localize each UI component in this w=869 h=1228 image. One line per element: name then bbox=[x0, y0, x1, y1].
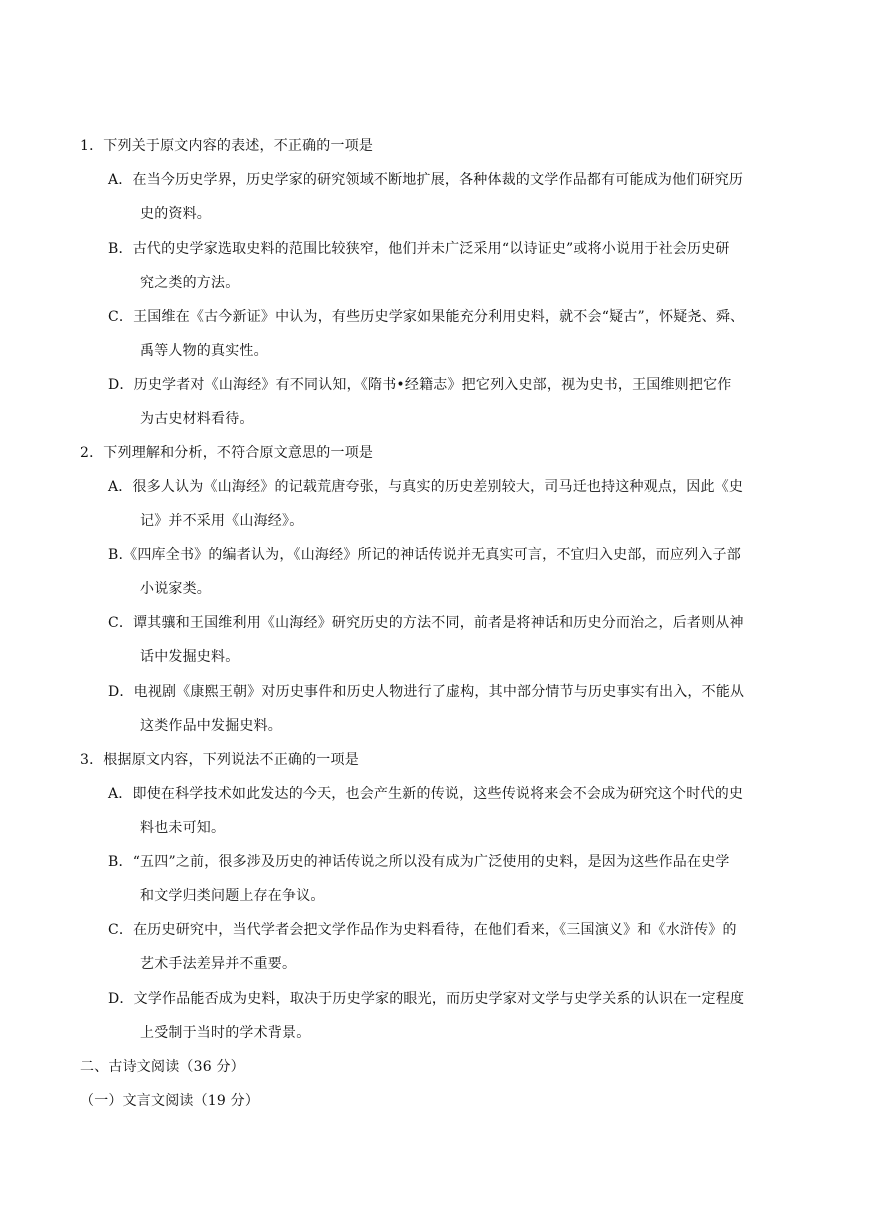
question-3-option-b-cont: 和文学归类问题上存在争议。 bbox=[140, 888, 325, 904]
question-1-option-c: C．王国维在《古今新证》中认为，有些历史学家如果能充分利用史料，就不会“疑古”，怀疑尧、舜、 bbox=[108, 309, 745, 325]
section-heading: 二、古诗文阅读（36 分） bbox=[80, 1059, 245, 1075]
question-3-option-b: B．“五四”之前，很多涉及历史的神话传说之所以没有成为广泛使用的史料，是因为这些作品在史学 bbox=[108, 854, 730, 870]
question-1-option-a-cont: 史的资料。 bbox=[140, 206, 211, 222]
question-2-option-b-cont: 小说家类。 bbox=[140, 581, 211, 597]
question-3-stem: 3．根据原文内容，下列说法不正确的一项是 bbox=[80, 752, 359, 768]
question-1-option-b: B．古代的史学家选取史料的范围比较狭窄，他们并未广泛采用“以诗证史”或将小说用于社会历史研 bbox=[108, 241, 730, 257]
question-2-option-c-cont: 话中发掘史料。 bbox=[140, 649, 240, 665]
question-3-option-d: D．文学作品能否成为史料，取决于历史学家的眼光，而历史学家对文学与史学关系的认识在一定程度 bbox=[108, 991, 745, 1007]
question-1-option-c-cont: 禹等人物的真实性。 bbox=[140, 343, 268, 359]
question-2-option-d-cont: 这类作品中发掘史料。 bbox=[140, 718, 282, 734]
question-2-option-d: D．电视剧《康熙王朝》对历史事件和历史人物进行了虚构，其中部分情节与历史事实有出入，不能从 bbox=[108, 684, 745, 700]
question-1-option-d-cont: 为古史材料看待。 bbox=[140, 411, 254, 427]
question-2-option-a: A．很多人认为《山海经》的记载荒唐夸张，与真实的历史差别较大，司马迁也持这种观点，因此《史 bbox=[108, 479, 744, 495]
question-3-option-c: C．在历史研究中，当代学者会把文学作品作为史料看待，在他们看来，《三国演义》和《水浒传》的 bbox=[108, 922, 737, 938]
question-1-stem: 1．下列关于原文内容的表述，不正确的一项是 bbox=[80, 138, 374, 154]
question-3-option-a: A．即使在科学技术如此发达的今天，也会产生新的传说，这些传说将来会不会成为研究这个时代的史 bbox=[108, 786, 744, 802]
question-3-option-c-cont: 艺术手法差异并不重要。 bbox=[140, 956, 297, 972]
question-1-option-b-cont: 究之类的方法。 bbox=[140, 275, 240, 291]
question-2-option-a-cont: 记》并不采用《山海经》。 bbox=[140, 513, 304, 529]
question-1-option-d: D．历史学者对《山海经》有不同认知，《隋书•经籍志》把它列入史部，视为史书，王国维则把它作 bbox=[108, 377, 732, 393]
question-1-option-a: A．在当今历史学界，历史学家的研究领域不断地扩展，各种体裁的文学作品都有可能成为他们研究历 bbox=[108, 172, 744, 188]
question-3-option-a-cont: 料也未可知。 bbox=[140, 820, 226, 836]
subsection-heading: （一）文言文阅读（19 分） bbox=[80, 1093, 260, 1109]
question-2-option-c: C．谭其骧和王国维利用《山海经》研究历史的方法不同，前者是将神话和历史分而治之，后者则从神 bbox=[108, 615, 744, 631]
question-3-option-d-cont: 上受制于当时的学术背景。 bbox=[140, 1025, 311, 1041]
question-2-option-b: B.《四库全书》的编者认为，《山海经》所记的神话传说并无真实可言，不宜归入史部，而应列入子部 bbox=[108, 547, 741, 563]
question-2-stem: 2．下列理解和分析，不符合原文意思的一项是 bbox=[80, 445, 374, 461]
